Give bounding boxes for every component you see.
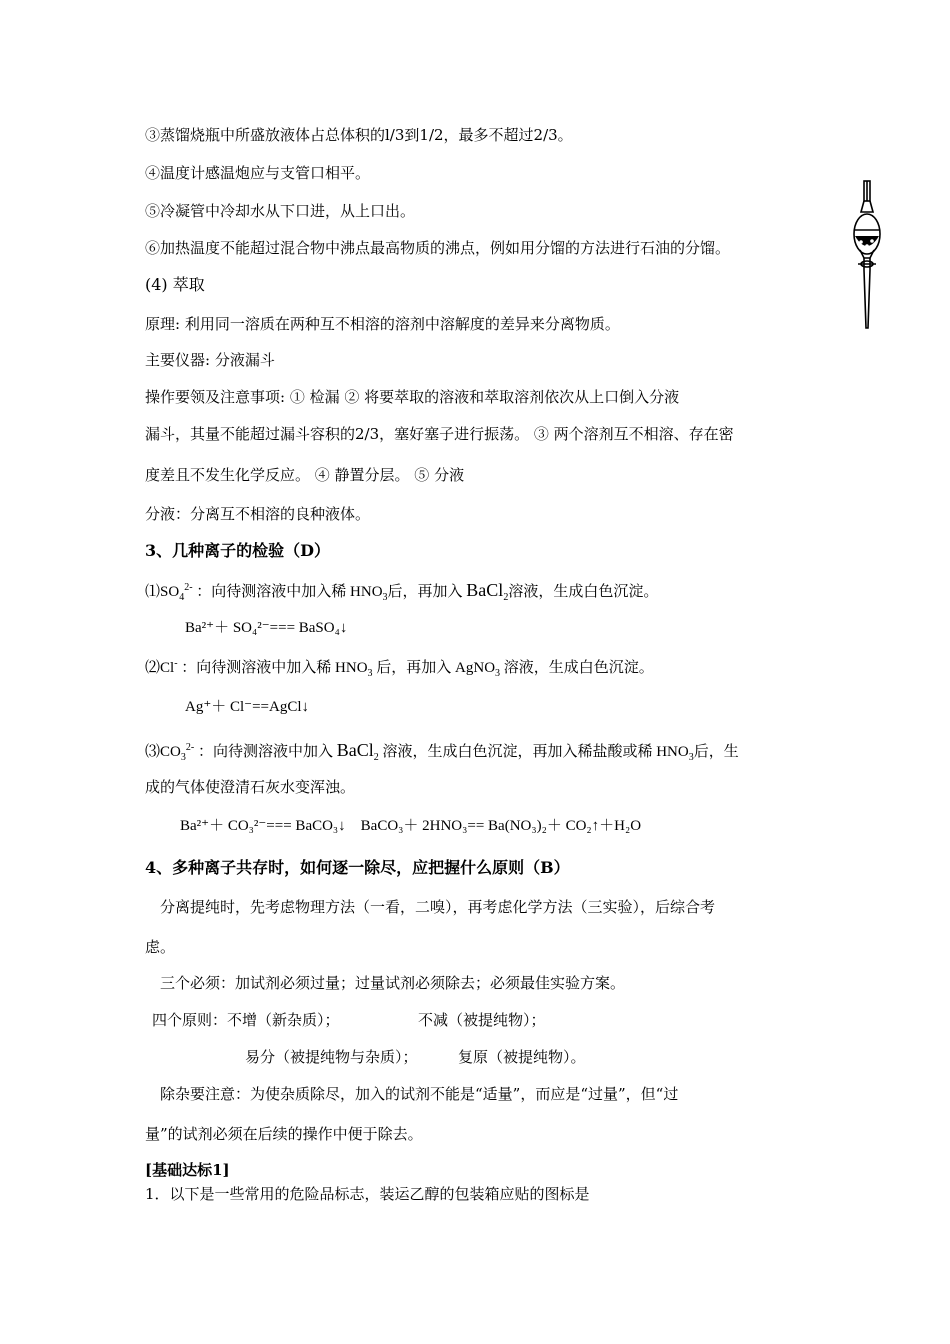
removal-paragraph-line1: 分离提纯时，先考虑物理方法（一看，二嗅），再考虑化学方法（三实验），后综合考 (160, 898, 716, 916)
carbonate-test-line2: 成的气体使澄清石灰水变浑浊。 (145, 780, 356, 796)
extraction-instrument: 主要仪器: 分液漏斗 (145, 351, 275, 369)
sulfate-equation: Ba²⁺＋ SO₄²⁻=== BaSO₄↓ (185, 620, 348, 636)
carbonate-equations: Ba²⁺＋ CO₃²⁻=== BaCO₃↓ BaCO₃＋ 2HNO₃== Ba(NO₃)₂＋ CO₂↑＋H₂O (180, 818, 642, 834)
three-musts: 三个必须：加试剂必须过量；过量试剂必须除去；必须最佳实验方案。 (160, 974, 626, 992)
ion-test-heading: 3、几种离子的检验（D） (145, 541, 331, 560)
removal-note-line2: 量”的试剂必须在后续的操作中便于除去。 (145, 1125, 423, 1143)
carbonate-test: $⑶CO_3^{2-}$ ：向待测溶液中加入 BaCl$_2$ 溶液，生成白色沉淀，再加入稀盐酸或稀 $HNO_3$后，生 (145, 740, 739, 763)
separatory-funnel-icon (848, 178, 888, 336)
distill-note-6: ⑥加热温度不能超过混合物中沸点最高物质的沸点，例如用分馏的方法进行石油的分馏。 (145, 239, 731, 257)
distill-note-4: ④温度计感温炮应与支管口相平。 (145, 164, 371, 182)
distill-note-3: ③蒸馏烧瓶中所盛放液体占总体积的l/3到1/2，最多不超过2/3。 (145, 126, 573, 144)
chloride-equation: Ag⁺＋ Cl⁻==AgCl↓ (185, 699, 310, 715)
four-principles-c: 易分（被提纯物与杂质）； (245, 1048, 418, 1066)
extraction-principle: 原理: 利用同一溶质在两种互不相溶的溶剂中溶解度的差异来分离物质。 (145, 315, 620, 333)
exercise-question-1: 1．以下是一些常用的危险品标志，装运乙醇的包装箱应贴的图标是 (145, 1185, 590, 1203)
separation-definition: 分液：分离互不相溶的良种液体。 (145, 505, 371, 523)
extraction-operations-line1: 操作要领及注意事项: ① 检漏 ② 将要萃取的溶液和萃取溶剂依次从上口倒入分液 (145, 388, 680, 406)
distill-note-5: ⑤冷凝管中冷却水从下口进，从上口出。 (145, 202, 416, 220)
four-principles-b: 不减（被提纯物）； (418, 1011, 546, 1029)
extraction-title: (4) 萃取 (145, 275, 205, 294)
removal-note-line1: 除杂要注意：为使杂质除尽，加入的试剂不能是“适量”，而应是“过量”，但“过 (160, 1085, 679, 1103)
extraction-operations-line2: 漏斗，其量不能超过漏斗容积的2/3，塞好塞子进行振荡。 ③ 两个溶剂互不相溶、存在密 (145, 425, 734, 443)
extraction-operations-line3: 度差且不发生化学反应。 ④ 静置分层。 ⑤ 分液 (145, 466, 465, 484)
sulfate-test: $⑴SO_4^{2-}$ ：向待测溶液中加入稀 $HNO_3$后，再加入 BaCl$_2$溶液，生成白色沉淀。 (145, 580, 659, 603)
four-principles-a: 四个原则：不增（新杂质）； (152, 1011, 340, 1029)
removal-heading: 4、多种离子共存时，如何逐一除尽，应把握什么原则（B） (145, 858, 570, 877)
chloride-test: ⑵Cl- ：向待测溶液中加入稀 $HNO_3$ 后，再加入 AgNO$_3$ 溶液，生成白色沉淀。 (145, 658, 654, 679)
four-principles-d: 复原（被提纯物）。 (458, 1048, 586, 1066)
exercise-label: [基础达标1] (145, 1161, 230, 1179)
removal-paragraph-line2: 虑。 (145, 938, 176, 956)
